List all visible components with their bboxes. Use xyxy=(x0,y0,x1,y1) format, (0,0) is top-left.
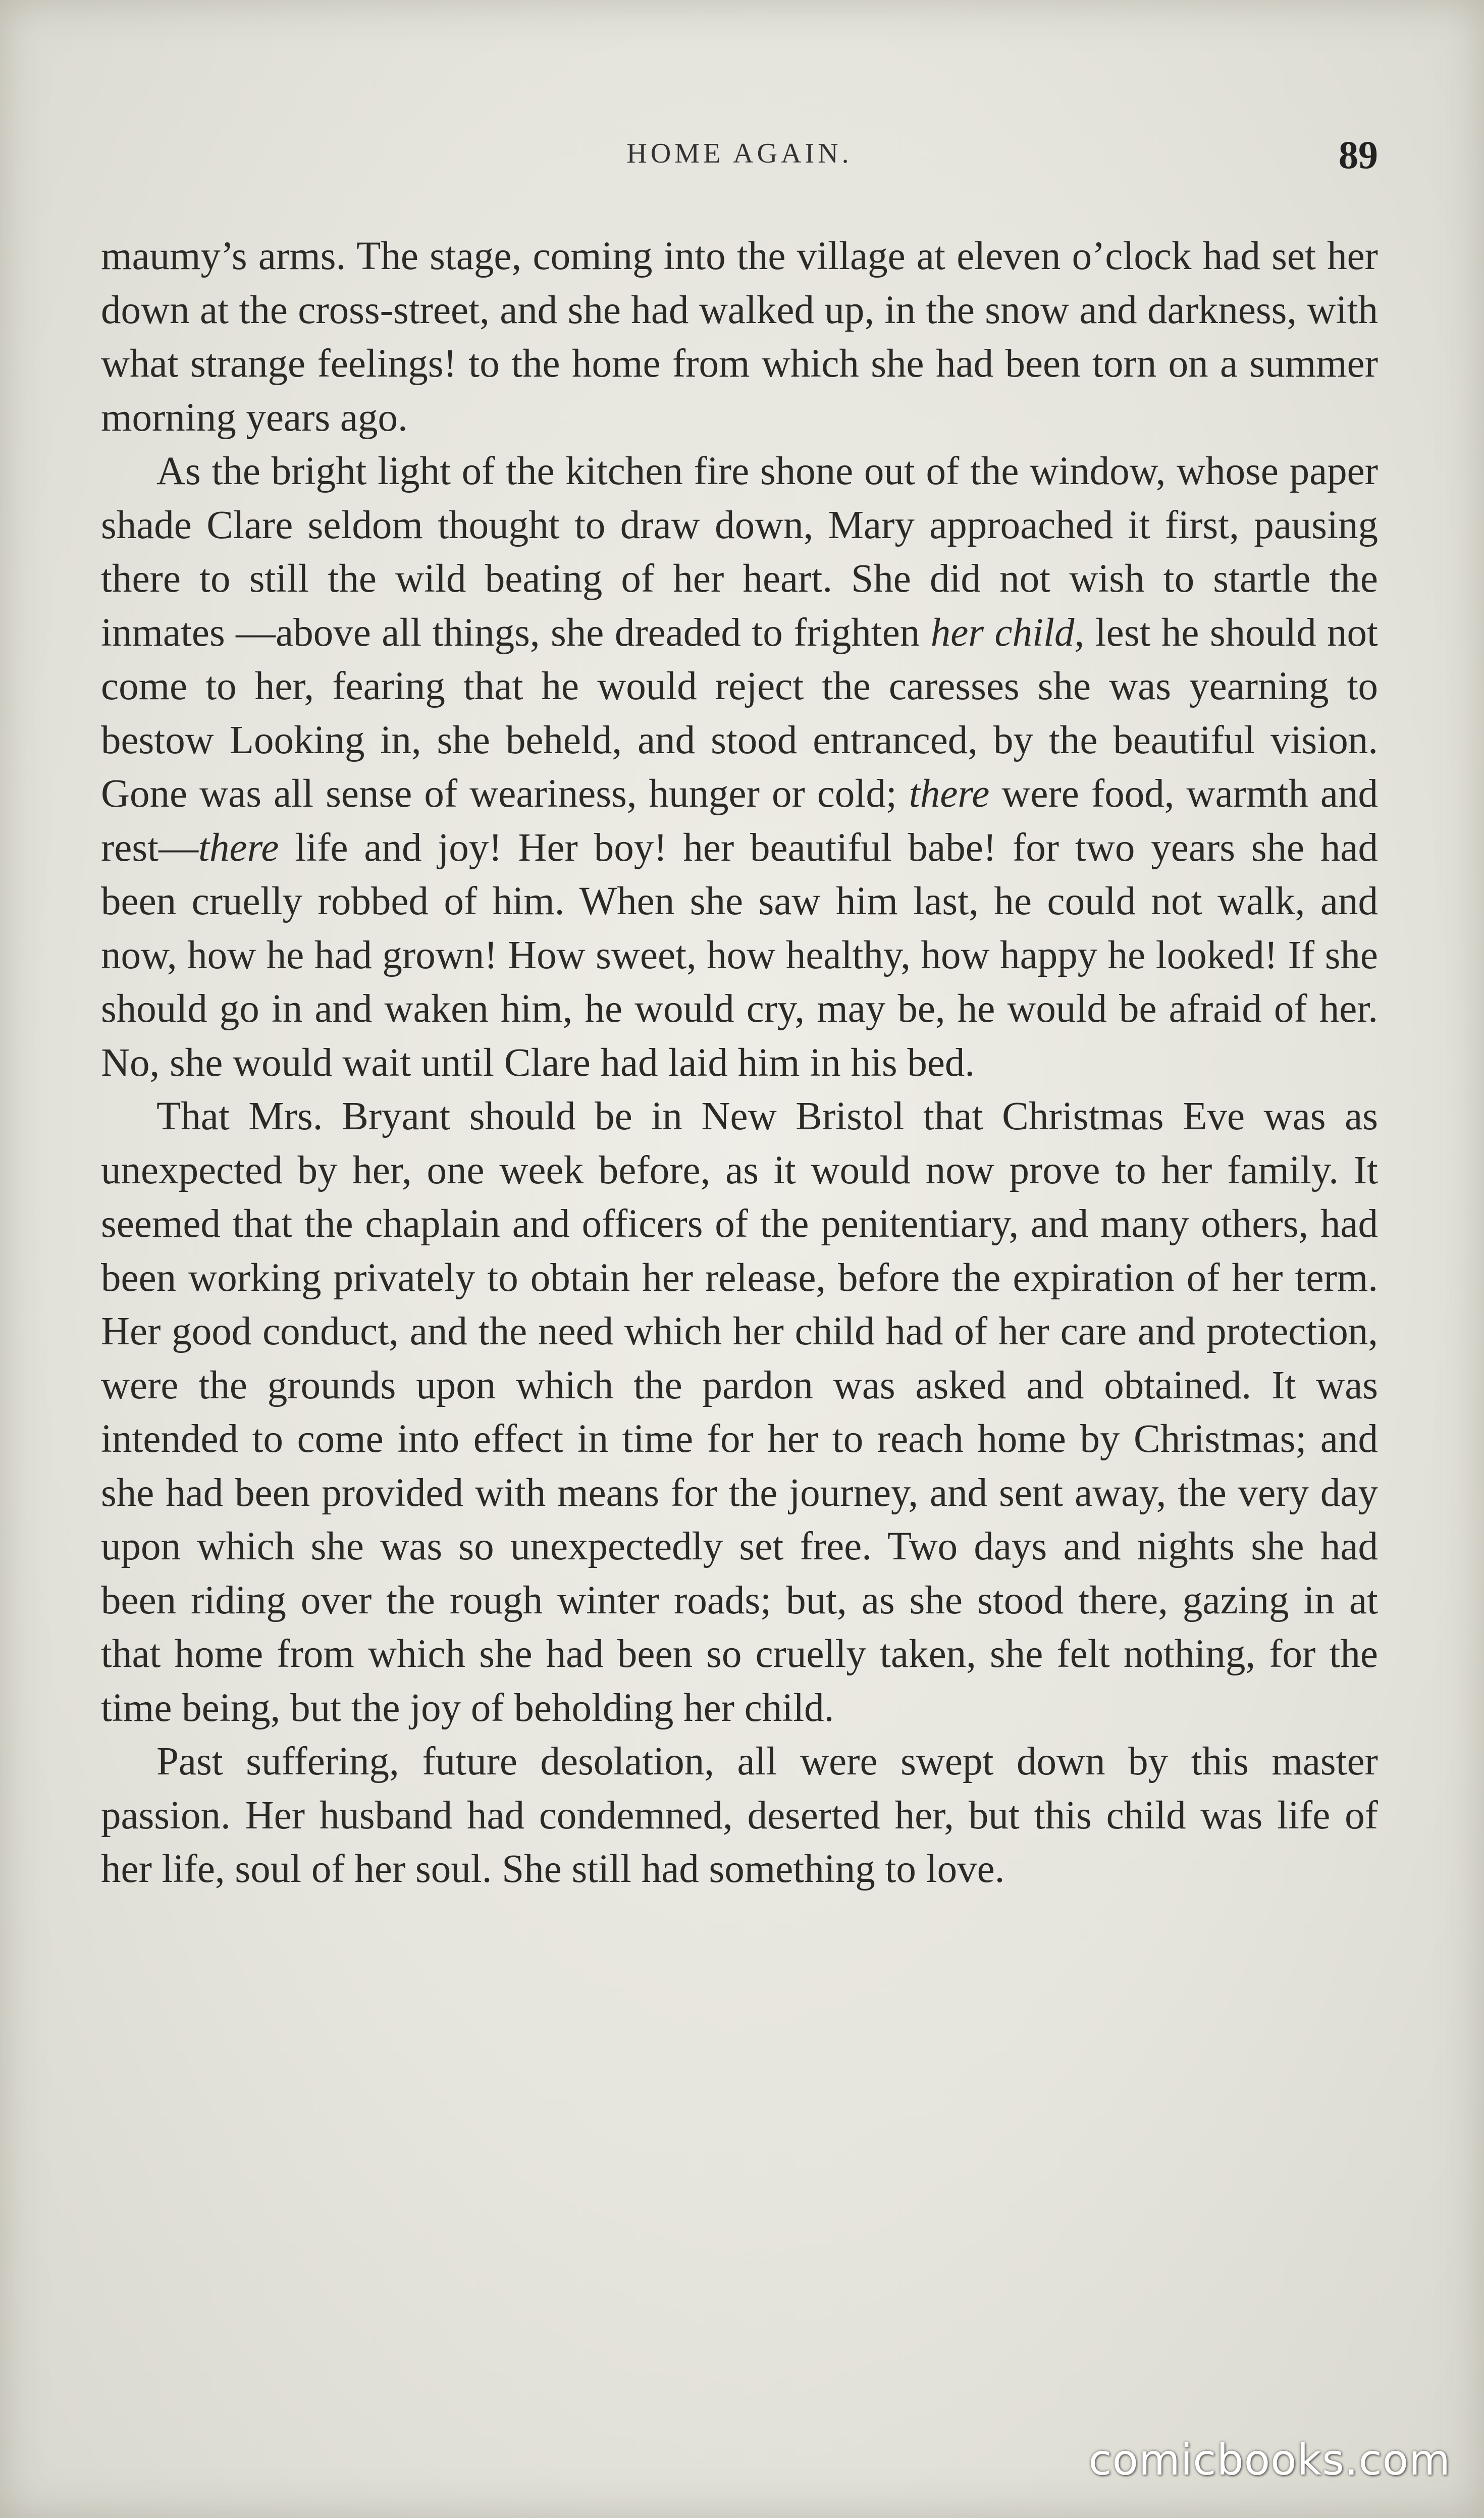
paragraph-3: That Mrs. Bryant should be in New Bristol that Christmas Eve was as unexpected by her, one week before, as it would now prove to her family. It seemed that the chaplain and officers of the penitentiary, and many others, had been working privately to obtain her release, before the expiration of her term. Her good conduct, and the need which her child had of her care and protection, were the grounds upon which the pardon was asked and obtained. It was intended to come into effect in time for her to reach home by Christmas; and she had been provided with means for the journey, and sent away, the very day upon which she was so unexpectedly set free. Two days and nights she had been riding over the rough winter roads; but, as she stood there, gazing in at that home from which she had been so cruelly taken, she felt nothing, for the time being, but the joy of beholding her child. xyxy=(101,1094,1378,1730)
paragraph-2-text-c: were food, warmth and rest— xyxy=(101,772,1378,870)
paragraph-2 xyxy=(101,445,1378,1090)
running-title: HOME AGAIN. xyxy=(626,138,853,169)
watermark: comicbooks.com xyxy=(1088,2435,1451,2485)
body-text xyxy=(101,230,1378,1897)
paragraph-2-text-b: , lest he should not come to her, fearing that he would reject the caresses she was yearning to bestow Looking in, she beheld, and stood entranced, by the beautiful vision. Gone was all sense of weariness, hunger or cold; xyxy=(101,610,1378,816)
emphasis-her-child: her child xyxy=(930,610,1075,655)
paragraph-2-text-d: life and joy! Her boy! her beautiful babe! for two years she had been cruelly robbed of him. When she saw him last, he could not walk, and now, how he had grown! How sweet, how healthy, how happy he looked! If she should go in and waken him, he would cry, may be, he would be afraid of her. No, she would wait until Clare had laid him in his bed. xyxy=(101,825,1378,1085)
emphasis-there-2: there xyxy=(198,825,279,870)
running-head xyxy=(101,132,1378,188)
emphasis-there-1: there xyxy=(909,772,990,816)
page-number: 89 xyxy=(1339,133,1378,177)
paragraph-1: maumy’s arms. The stage, coming into the village at eleven o’clock had set her down at the cross-street, and she had walked up, in the snow and darkness, with what strange feelings! to the home from which she had been torn on a summer morning years ago. xyxy=(101,234,1378,440)
paragraph-4: Past suffering, future desolation, all were swept down by this master passion. Her husband had condemned, deserted her, but this child was life of her life, soul of her soul. She still had something to love. xyxy=(101,1740,1378,1891)
paragraph-2-text-a: As the bright light of the kitchen fire shone out of the window, whose paper shade Clare seldom thought to draw down, Mary approached it first, pausing there to still the wild beating of her heart. She did not wish to startle the inmates —above all things, she dreaded to frighten xyxy=(101,449,1378,655)
